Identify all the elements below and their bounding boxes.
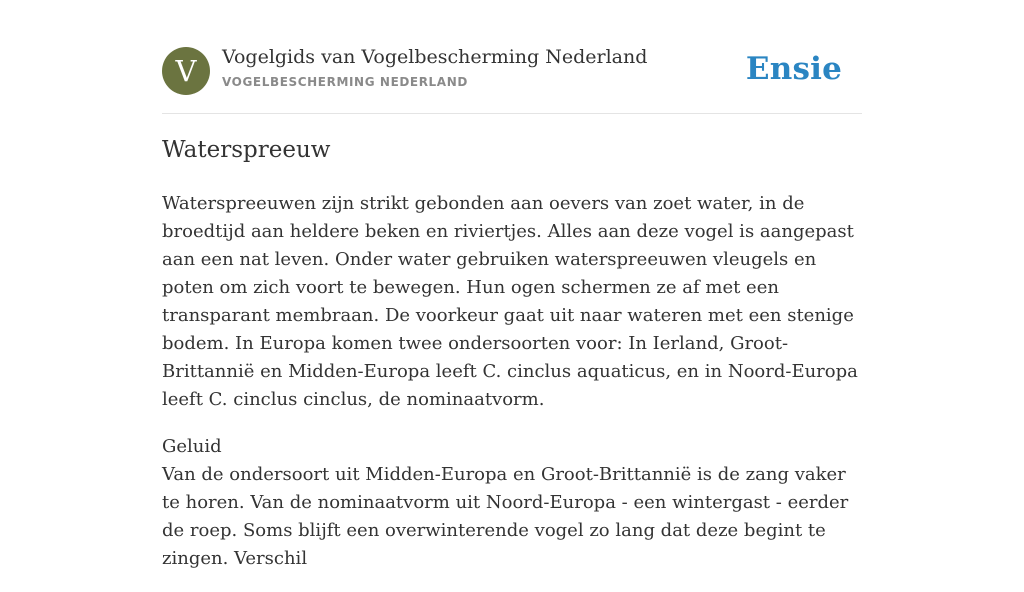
article-paragraph-sound: Van de ondersoort uit Midden-Europa en Groot-Brittannië is de zang vaker te horen. Van de nominaatvorm uit Noord-Europa - een wintergast - eerder de roep. Soms blijft een overwinterende vogel zo lang dat deze begint te zingen. Verschil (162, 464, 849, 569)
article-content (162, 190, 867, 592)
source-header (162, 46, 862, 96)
section-heading: Geluid (162, 436, 222, 457)
source-title-link[interactable]: Vogelgids van Vogelbescherming Nederland (222, 46, 648, 68)
source-subtitle-link[interactable]: VOGELBESCHERMING NEDERLAND (222, 75, 468, 89)
ensie-logo[interactable]: Ensie (745, 51, 842, 87)
header-divider (162, 113, 862, 114)
article-section-sound (162, 433, 867, 573)
article-title: Waterspreeuw (162, 137, 331, 163)
source-avatar: V (162, 47, 210, 95)
article-paragraph-intro: Waterspreeuwen zijn strikt gebonden aan oevers van zoet water, in de broedtijd aan heldere beken en riviertjes. Alles aan deze vogel is aangepast aan een nat leven. Onder water gebruiken waterspreeuwen vleugels en poten om zich voort te bewegen. Hun ogen schermen ze af met een transparant membraan. De voorkeur gaat uit naar wateren met een stenige bodem. In Europa komen twee ondersoorten voor: In Ierland, Groot-Brittannië en Midden-Europa leeft C. cinclus aquaticus, en in Noord-Europa leeft C. cinclus cinclus, de nominaatvorm. (162, 193, 858, 410)
